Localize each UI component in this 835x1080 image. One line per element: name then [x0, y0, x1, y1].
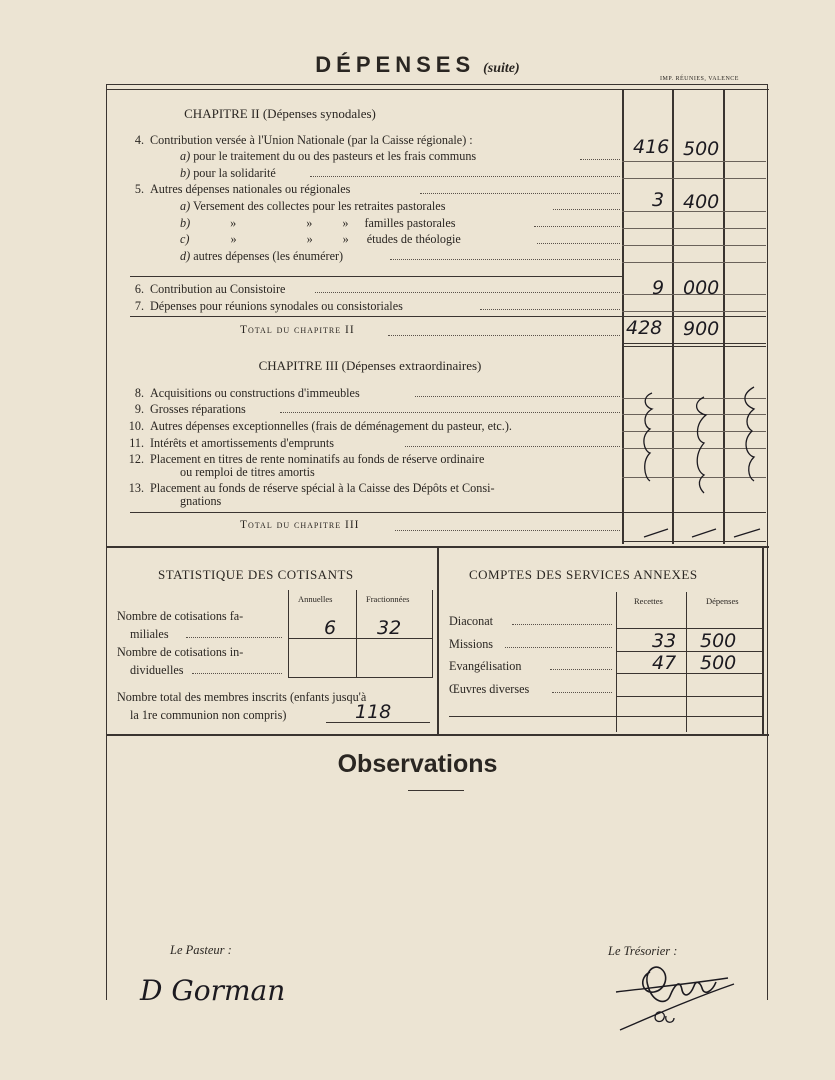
evangelisation-recettes: 47: [652, 652, 677, 674]
section-divider: [106, 734, 769, 736]
amount-a-francs: 416: [633, 136, 670, 158]
dots: [395, 530, 620, 531]
amount-total2-francs: 428: [626, 317, 663, 339]
col-recettes: Recettes: [634, 596, 663, 606]
stat-col: [288, 590, 289, 678]
stat-familiales-annuelles: 6: [324, 617, 337, 639]
ch2-line-5: 5. Autres dépenses nationales ou régionales: [134, 182, 351, 196]
missions-recettes: 33: [652, 630, 677, 652]
ch3-line-12b: ou remploi de titres amortis: [180, 465, 315, 479]
rule: [622, 343, 766, 344]
dots: [537, 243, 620, 244]
amount-consistoire-cents: 000: [683, 277, 720, 299]
rule: [616, 696, 762, 697]
amount-a-cents: 500: [683, 138, 720, 160]
dots: [192, 673, 282, 674]
pasteur-signature: D Gorman: [140, 974, 286, 1007]
amount-retraites-francs: 3: [652, 189, 665, 211]
section-split: [437, 548, 439, 734]
dots: [550, 669, 612, 670]
rule: [622, 262, 766, 263]
pasteur-label: Le Pasteur :: [170, 943, 232, 957]
observations-underline: [408, 790, 464, 791]
ch2-line-7: 7. Dépenses pour réunions synodales ou consistoriales: [134, 299, 403, 313]
rule: [622, 228, 766, 229]
ch3-line-12: 12. Placement en titres de rente nominatifs au fonds de réserve ordinaire: [128, 452, 485, 466]
comptes-title: COMPTES DES SERVICES ANNEXES: [469, 567, 698, 582]
col-annuelles: Annuelles: [298, 594, 333, 604]
col-fractionnees: Fractionnées: [366, 594, 410, 604]
rule: [622, 161, 766, 162]
dots: [420, 193, 620, 194]
amount-consistoire-francs: 9: [652, 277, 665, 299]
stat-familiales-fractionnees: 32: [377, 617, 402, 639]
stat-total-l1: Nombre total des membres inscrits (enfants jusqu'à: [117, 690, 367, 704]
dots: [534, 226, 620, 227]
rule: [130, 316, 766, 317]
dots: [580, 159, 620, 160]
rule: [622, 346, 766, 347]
tresorier-label: Le Trésorier :: [608, 944, 678, 958]
stat-familiales-l1: Nombre de cotisations fa-: [117, 609, 244, 623]
ch2-line-4b: b) pour la solidarité: [180, 166, 276, 180]
chapitre3-title: CHAPITRE III (Dépenses extraordinaires): [258, 358, 482, 373]
col-depenses: Dépenses: [706, 596, 739, 606]
dots: [505, 647, 612, 648]
ch3-line-9: 9. Grosses réparations: [134, 402, 246, 416]
stat-col: [356, 590, 357, 678]
amount-retraites-cents: 400: [683, 191, 720, 213]
annexe-col: [686, 592, 687, 732]
dots: [280, 412, 620, 413]
title-text: DÉPENSES: [315, 52, 476, 77]
rule: [622, 311, 766, 312]
evangelisation-depenses: 500: [700, 652, 737, 674]
title-suite: (suite): [483, 61, 520, 76]
dots: [512, 624, 612, 625]
dots: [553, 209, 620, 210]
rule: [622, 178, 766, 179]
tresorier-signature: [608, 952, 748, 1042]
page-title: [0, 52, 835, 78]
ch2-total-label: Total du chapitre II: [240, 324, 355, 336]
annexe-diaconat: Diaconat: [449, 614, 493, 628]
dots: [552, 692, 612, 693]
annexe-evangelisation: Evangélisation: [449, 659, 522, 673]
ch3-total-label: Total du chapitre III: [240, 519, 360, 531]
ch3-line-13: 13. Placement au fonds de réserve spécial à la Caisse des Dépôts et Consi-: [128, 481, 495, 495]
annexe-oeuvres: Œuvres diverses: [449, 682, 530, 696]
stat-individuelles-l1: Nombre de cotisations in-: [117, 645, 244, 659]
dots: [390, 259, 620, 260]
dots: [480, 309, 620, 310]
dots: [315, 292, 620, 293]
stat-individuelles-l2: dividuelles: [130, 663, 184, 677]
ch3-line-8: 8. Acquisitions ou constructions d'immeubles: [134, 386, 360, 400]
frame-inner-top: [106, 89, 769, 90]
dots: [415, 396, 620, 397]
dots: [310, 176, 620, 177]
ch2-line-5d: d) autres dépenses (les énumérer): [180, 249, 344, 263]
ch2-line-5b: b) » » » familles pastorales: [180, 216, 456, 230]
statistique-title: STATISTIQUE DES COTISANTS: [158, 567, 354, 582]
rule: [288, 677, 432, 678]
dots: [388, 335, 620, 336]
annexe-missions: Missions: [449, 637, 494, 651]
ch2-line-5a: a) Versement des collectes pour les retraites pastorales: [180, 199, 446, 213]
rule: [449, 716, 763, 717]
annexes-right: [762, 548, 764, 734]
ch2-line-4: 4. Contribution versée à l'Union Nationale (par la Caisse régionale) :: [134, 133, 473, 147]
ch3-line-13b: gnations: [180, 494, 222, 508]
ch2-line-6: 6. Contribution au Consistoire: [134, 282, 286, 296]
observations-title: Observations: [337, 750, 498, 778]
rule: [288, 638, 432, 639]
rule: [622, 245, 766, 246]
stat-total-l2: la 1re communion non compris): [130, 708, 287, 722]
rule: [616, 651, 762, 652]
chapter3-brace-marks: [622, 385, 766, 545]
dots: [186, 637, 282, 638]
stat-familiales-l2: miliales: [130, 627, 169, 641]
ch3-line-11: 11. Intérêts et amortissements d'emprunts: [129, 436, 334, 450]
rule: [130, 276, 622, 277]
stat-total-value: 118: [355, 701, 392, 723]
ch3-line-10: 10. Autres dépenses exceptionnelles (frais de déménagement du pasteur, etc.).: [128, 419, 512, 433]
imprint-credit: IMP. RÉUNIES, VALENCE: [660, 76, 739, 82]
amount-total2-cents: 900: [683, 318, 720, 340]
missions-depenses: 500: [700, 630, 737, 652]
ch2-line-5c: c) » » » études de théologie: [180, 232, 461, 246]
stat-col: [432, 590, 433, 678]
rule: [616, 628, 762, 629]
rule: [616, 673, 762, 674]
annexe-col: [616, 592, 617, 732]
ch2-line-4a: a) pour le traitement du ou des pasteurs et les frais communs: [180, 149, 477, 163]
dots: [405, 446, 620, 447]
chapitre2-title: CHAPITRE II (Dépenses synodales): [184, 106, 376, 121]
